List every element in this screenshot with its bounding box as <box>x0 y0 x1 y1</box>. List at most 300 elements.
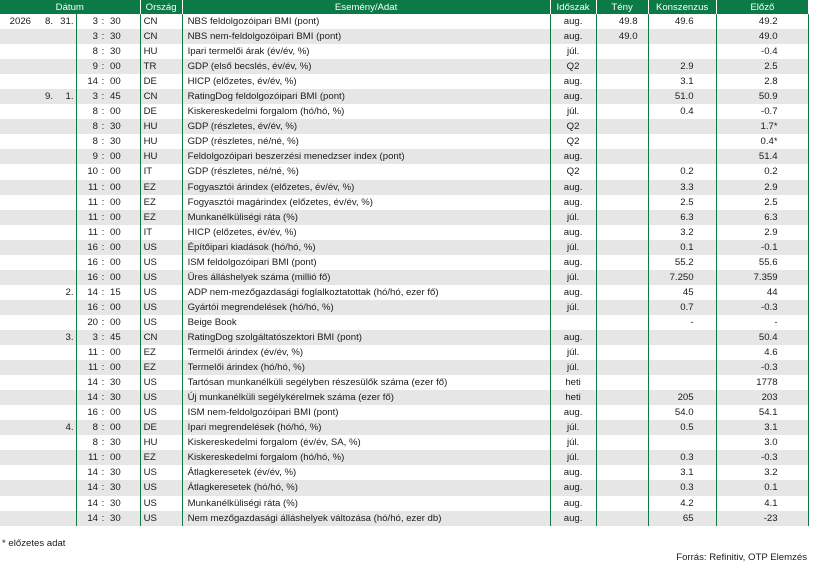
cell-period: júl. <box>550 270 596 285</box>
cell-previous: 50.9 <box>716 89 808 104</box>
table-row <box>0 195 808 210</box>
cell-event: Termelői árindex (év/év, %) <box>182 345 550 360</box>
table-row <box>0 315 808 330</box>
cell-event: HICP (előzetes, év/év, %) <box>182 225 550 240</box>
table-row <box>0 390 808 405</box>
cell-year <box>0 255 33 270</box>
cell-country: HU <box>140 119 182 134</box>
cell-year <box>0 330 33 345</box>
table-row <box>0 420 808 435</box>
cell-country: DE <box>140 74 182 89</box>
cell-previous: 203 <box>716 390 808 405</box>
cell-time-separator: : <box>100 149 106 164</box>
cell-event: Termelői árindex (hó/hó, %) <box>182 360 550 375</box>
cell-actual <box>596 255 648 270</box>
cell-day: 1. <box>55 89 76 104</box>
cell-minute: 00 <box>110 347 121 359</box>
cell-day <box>55 390 76 405</box>
cell-hour: 9 <box>76 59 100 74</box>
cell-actual <box>596 44 648 59</box>
cell-year <box>0 435 33 450</box>
cell-consensus <box>648 360 716 375</box>
cell-time-separator: : <box>100 390 106 405</box>
cell-time-separator: : <box>101 286 105 298</box>
cell-consensus: 51.0 <box>648 89 716 104</box>
cell-consensus: 65 <box>648 511 716 526</box>
cell-day: 4. <box>55 420 76 435</box>
cell-actual <box>596 511 648 526</box>
table-row <box>0 119 808 134</box>
cell-previous: 3.1 <box>716 420 808 435</box>
cell-minute: 30 <box>106 511 140 526</box>
cell-month <box>33 149 55 164</box>
cell-event: Ipari megrendelések (hó/hó, %) <box>182 420 550 435</box>
cell-month <box>33 134 55 149</box>
cell-period: Q2 <box>550 164 596 179</box>
cell-actual <box>596 74 648 89</box>
cell-hour: 14 <box>76 511 100 526</box>
cell-actual <box>596 480 648 495</box>
table-row <box>0 360 808 375</box>
cell-event: NBS feldolgozóipari BMI (pont) <box>182 14 550 29</box>
footnote: * előzetes adat <box>2 538 66 549</box>
cell-year <box>0 270 33 285</box>
table-row <box>0 149 808 164</box>
cell-period: aug. <box>550 180 596 195</box>
header-previous: Előző <box>716 0 808 14</box>
cell-actual: 49.0 <box>596 29 648 44</box>
cell-previous: 2.5 <box>716 59 808 74</box>
cell-day <box>55 375 76 390</box>
cell-month <box>33 119 55 134</box>
cell-consensus <box>648 149 716 164</box>
cell-country: EZ <box>140 195 182 210</box>
cell-event: Fogyasztói árindex (előzetes, év/év, %) <box>182 180 550 195</box>
cell-country: EZ <box>140 180 182 195</box>
cell-minute: 00 <box>106 300 140 315</box>
cell-consensus: - <box>648 315 716 330</box>
cell-period: júl. <box>550 450 596 465</box>
cell-day <box>55 164 76 179</box>
cell-previous: 49.0 <box>716 29 808 44</box>
cell-country: TR <box>140 59 182 74</box>
cell-time-separator: : <box>100 119 106 134</box>
table-row <box>0 89 808 104</box>
cell-day <box>55 134 76 149</box>
cell-event: GDP (részletes, év/év, %) <box>182 119 550 134</box>
cell-minute: 00 <box>106 210 140 225</box>
cell-time-separator: : <box>100 300 106 315</box>
cell-previous: 0.1 <box>716 480 808 495</box>
cell-minute: 30 <box>110 46 121 58</box>
header-period: Időszak <box>550 0 596 14</box>
cell-previous: - <box>716 315 808 330</box>
cell-month <box>33 330 55 345</box>
cell-time-separator: : <box>101 377 105 389</box>
cell-previous: 49.2 <box>716 14 808 29</box>
cell-day <box>55 450 76 465</box>
cell-day <box>55 405 76 420</box>
cell-consensus <box>648 345 716 360</box>
cell-previous: -0.3 <box>716 300 808 315</box>
cell-day <box>55 435 76 450</box>
cell-time-separator: : <box>100 360 106 375</box>
cell-year <box>0 315 33 330</box>
cell-day <box>55 104 76 119</box>
cell-year <box>0 119 33 134</box>
cell-minute: 30 <box>106 29 140 44</box>
cell-day <box>55 180 76 195</box>
cell-day: 3. <box>55 330 76 345</box>
cell-minute: 45 <box>106 89 140 104</box>
cell-hour: 3 <box>76 14 100 29</box>
cell-consensus: 0.7 <box>648 300 716 315</box>
cell-country: HU <box>140 134 182 149</box>
cell-country: EZ <box>140 360 182 375</box>
cell-previous: 1.7* <box>716 119 808 134</box>
cell-month <box>33 345 55 360</box>
header-date: Dátum <box>0 0 140 14</box>
cell-period: heti <box>550 390 596 405</box>
cell-period: Q2 <box>550 134 596 149</box>
cell-event: RatingDog szolgáltatószektori BMI (pont) <box>182 330 550 345</box>
cell-country: US <box>140 285 182 300</box>
cell-year <box>0 210 33 225</box>
cell-country: US <box>140 315 182 330</box>
cell-previous: 50.4 <box>716 330 808 345</box>
cell-year <box>0 44 33 59</box>
cell-hour: 11 <box>76 360 100 375</box>
cell-period: aug. <box>550 225 596 240</box>
cell-country: US <box>140 270 182 285</box>
cell-time-separator: : <box>101 46 105 58</box>
cell-event: Új munkanélküli segélykérelmek száma (ezer fő) <box>182 390 550 405</box>
cell-period: júl. <box>550 240 596 255</box>
cell-event: Feldolgozóipari beszerzési menedzser index (pont) <box>182 149 550 164</box>
cell-time-separator: : <box>101 347 105 359</box>
cell-time-separator: : <box>101 136 105 148</box>
cell-hour: 8 <box>76 44 100 59</box>
cell-actual <box>596 465 648 480</box>
cell-minute: 30 <box>110 16 121 28</box>
cell-month <box>33 435 55 450</box>
cell-time-separator: : <box>100 511 106 526</box>
cell-country: CN <box>140 330 182 345</box>
cell-actual: 49.8 <box>596 14 648 29</box>
cell-actual <box>596 89 648 104</box>
cell-consensus: 205 <box>648 390 716 405</box>
cell-minute: 00 <box>106 240 140 255</box>
cell-minute: 00 <box>106 270 140 285</box>
table-row <box>0 14 808 29</box>
cell-day <box>55 480 76 495</box>
cell-year <box>0 375 33 390</box>
cell-day <box>55 240 76 255</box>
cell-year <box>0 74 33 89</box>
cell-previous: 3.2 <box>716 465 808 480</box>
cell-minute: 45 <box>106 330 140 345</box>
cell-time-separator: : <box>101 437 105 449</box>
cell-month <box>33 270 55 285</box>
cell-period: aug. <box>550 195 596 210</box>
cell-actual <box>596 195 648 210</box>
cell-day <box>55 270 76 285</box>
cell-event: ADP nem-mezőgazdasági foglalkoztatottak (hó/hó, ezer fő) <box>182 285 550 300</box>
cell-time-separator: : <box>100 89 106 104</box>
cell-day <box>55 315 76 330</box>
cell-actual <box>596 420 648 435</box>
cell-event: Ipari termelői árak (év/év, %) <box>182 44 550 59</box>
cell-period: aug. <box>550 255 596 270</box>
cell-hour: 8 <box>76 104 100 119</box>
cell-month <box>33 480 55 495</box>
cell-period: aug. <box>550 480 596 495</box>
cell-time-separator: : <box>100 270 106 285</box>
header-country: Ország <box>140 0 182 14</box>
cell-time-separator: : <box>100 180 106 195</box>
table-row <box>0 104 808 119</box>
header-consensus: Konszenzus <box>648 0 716 14</box>
cell-previous: 2.9 <box>716 225 808 240</box>
cell-month <box>33 44 55 59</box>
cell-event: Gyártói megrendelések (hó/hó, %) <box>182 300 550 315</box>
cell-day: 2. <box>65 286 74 298</box>
cell-country: US <box>140 465 182 480</box>
cell-month <box>33 285 55 300</box>
cell-month <box>33 195 55 210</box>
cell-consensus: 54.0 <box>648 405 716 420</box>
cell-actual <box>596 360 648 375</box>
cell-hour: 3 <box>76 89 100 104</box>
cell-actual <box>596 450 648 465</box>
table-row <box>0 210 808 225</box>
cell-month <box>33 74 55 89</box>
cell-country: EZ <box>140 345 182 360</box>
cell-event: Üres álláshelyek száma (millió fő) <box>182 270 550 285</box>
cell-period: júl. <box>550 210 596 225</box>
cell-month: 8. <box>44 16 53 28</box>
table-row <box>0 345 808 360</box>
cell-day <box>55 74 76 89</box>
cell-day <box>55 496 76 511</box>
table-row <box>0 74 808 89</box>
cell-minute: 00 <box>110 106 121 118</box>
cell-year <box>0 225 33 240</box>
cell-event: Munkanélküliségi ráta (%) <box>182 210 550 225</box>
cell-time-separator: : <box>101 467 105 479</box>
cell-event: Kiskereskedelmi forgalom (hó/hó, %) <box>182 104 550 119</box>
table-row <box>0 29 808 44</box>
cell-previous: 0.4* <box>716 134 808 149</box>
cell-minute: 30 <box>106 480 140 495</box>
cell-year <box>0 29 33 44</box>
cell-minute: 30 <box>110 437 121 449</box>
cell-period: júl. <box>550 345 596 360</box>
cell-actual <box>596 149 648 164</box>
cell-event: Kiskereskedelmi forgalom (év/év, SA, %) <box>182 435 550 450</box>
cell-year <box>0 480 33 495</box>
cell-country: HU <box>140 435 182 450</box>
cell-previous: -23 <box>716 511 808 526</box>
cell-hour: 11 <box>76 345 100 360</box>
cell-time-separator: : <box>101 256 105 268</box>
cell-month <box>33 450 55 465</box>
table-row <box>0 480 808 495</box>
cell-hour: 14 <box>76 74 100 89</box>
cell-consensus: 49.6 <box>648 14 716 29</box>
cell-day <box>55 345 76 360</box>
cell-consensus: 3.1 <box>648 74 716 89</box>
cell-hour: 14 <box>76 285 100 300</box>
cell-country: US <box>140 240 182 255</box>
cell-time-separator: : <box>100 420 106 435</box>
cell-month <box>33 255 55 270</box>
cell-minute: 00 <box>106 360 140 375</box>
cell-time-separator: : <box>100 240 106 255</box>
cell-day <box>55 300 76 315</box>
cell-month <box>33 240 55 255</box>
cell-month <box>33 164 55 179</box>
cell-hour: 16 <box>76 405 100 420</box>
cell-actual <box>596 496 648 511</box>
cell-consensus <box>648 134 716 149</box>
cell-hour: 14 <box>76 465 100 480</box>
cell-previous: -0.4 <box>716 44 808 59</box>
table-row <box>0 59 808 74</box>
cell-time-separator: : <box>101 316 105 328</box>
cell-year <box>0 59 33 74</box>
cell-actual <box>596 59 648 74</box>
cell-minute: 00 <box>110 76 121 88</box>
table-row <box>0 496 808 511</box>
cell-day <box>55 195 76 210</box>
cell-year <box>0 390 33 405</box>
cell-time-separator: : <box>101 196 105 208</box>
cell-country: US <box>140 390 182 405</box>
cell-period: aug. <box>550 14 596 29</box>
cell-day <box>55 360 76 375</box>
cell-year <box>0 465 33 480</box>
cell-actual <box>596 405 648 420</box>
source-note: Forrás: Refinitiv, OTP Elemzés <box>676 552 807 563</box>
cell-period: júl. <box>550 420 596 435</box>
cell-month <box>33 375 55 390</box>
cell-hour: 8 <box>76 435 100 450</box>
cell-hour: 14 <box>76 496 100 511</box>
cell-month <box>33 225 55 240</box>
cell-period: aug. <box>550 511 596 526</box>
cell-minute: 00 <box>110 196 121 208</box>
cell-country: HU <box>140 44 182 59</box>
table-row <box>0 465 808 480</box>
cell-consensus: 6.3 <box>648 210 716 225</box>
cell-country: US <box>140 496 182 511</box>
cell-hour: 9 <box>76 149 100 164</box>
cell-minute: 30 <box>110 136 121 148</box>
cell-consensus <box>648 435 716 450</box>
cell-previous: 1778 <box>716 375 808 390</box>
cell-event: Nem mezőgazdasági álláshelyek változása (hó/hó, ezer db) <box>182 511 550 526</box>
table-row <box>0 435 808 450</box>
cell-previous: 51.4 <box>716 149 808 164</box>
cell-year <box>0 240 33 255</box>
cell-month <box>33 511 55 526</box>
cell-consensus: 0.2 <box>648 164 716 179</box>
cell-month <box>33 29 55 44</box>
cell-previous: -0.3 <box>716 360 808 375</box>
cell-year <box>0 104 33 119</box>
cell-country: IT <box>140 225 182 240</box>
cell-event: Kiskereskedelmi forgalom (hó/hó, %) <box>182 450 550 465</box>
cell-period: aug. <box>550 465 596 480</box>
table-body <box>0 14 808 526</box>
cell-consensus <box>648 119 716 134</box>
cell-year <box>0 149 33 164</box>
cell-month <box>33 496 55 511</box>
cell-country: US <box>140 511 182 526</box>
cell-hour: 10 <box>76 164 100 179</box>
cell-month <box>33 360 55 375</box>
cell-event: ISM feldolgozóipari BMI (pont) <box>182 255 550 270</box>
cell-minute: 30 <box>110 467 121 479</box>
cell-country: DE <box>140 420 182 435</box>
cell-previous: 44 <box>716 285 808 300</box>
cell-period: aug. <box>550 29 596 44</box>
cell-country: EZ <box>140 450 182 465</box>
cell-actual <box>596 285 648 300</box>
cell-hour: 11 <box>76 210 100 225</box>
cell-country: US <box>140 300 182 315</box>
cell-event: GDP (részletes, né/né, %) <box>182 134 550 149</box>
cell-consensus: 7.250 <box>648 270 716 285</box>
cell-previous: -0.1 <box>716 240 808 255</box>
cell-minute: 00 <box>106 59 140 74</box>
cell-country: EZ <box>140 210 182 225</box>
cell-previous: 4.1 <box>716 496 808 511</box>
cell-hour: 16 <box>76 240 100 255</box>
cell-hour: 8 <box>76 134 100 149</box>
cell-hour: 20 <box>76 315 100 330</box>
header-event: Esemény/Adat <box>182 0 550 14</box>
cell-day <box>55 44 76 59</box>
cell-minute: 00 <box>106 450 140 465</box>
cell-country: US <box>140 405 182 420</box>
cell-minute: 00 <box>110 256 121 268</box>
cell-actual <box>596 240 648 255</box>
cell-country: IT <box>140 164 182 179</box>
cell-actual <box>596 104 648 119</box>
cell-consensus: 0.3 <box>648 480 716 495</box>
table-row <box>0 240 808 255</box>
cell-year <box>0 405 33 420</box>
cell-period: aug. <box>550 89 596 104</box>
cell-consensus <box>648 29 716 44</box>
cell-month <box>33 180 55 195</box>
cell-country: HU <box>140 149 182 164</box>
cell-time-separator: : <box>100 29 106 44</box>
cell-consensus: 3.1 <box>648 465 716 480</box>
cell-year <box>0 134 33 149</box>
cell-period: aug. <box>550 149 596 164</box>
cell-year <box>0 285 33 300</box>
cell-previous: -0.3 <box>716 450 808 465</box>
cell-event: Fogyasztói magárindex (előzetes, év/év, %) <box>182 195 550 210</box>
table-row <box>0 44 808 59</box>
cell-event: RatingDog feldolgozóipari BMI (pont) <box>182 89 550 104</box>
cell-country: US <box>140 255 182 270</box>
cell-event: NBS nem-feldolgozóipari BMI (pont) <box>182 29 550 44</box>
cell-period: júl. <box>550 435 596 450</box>
